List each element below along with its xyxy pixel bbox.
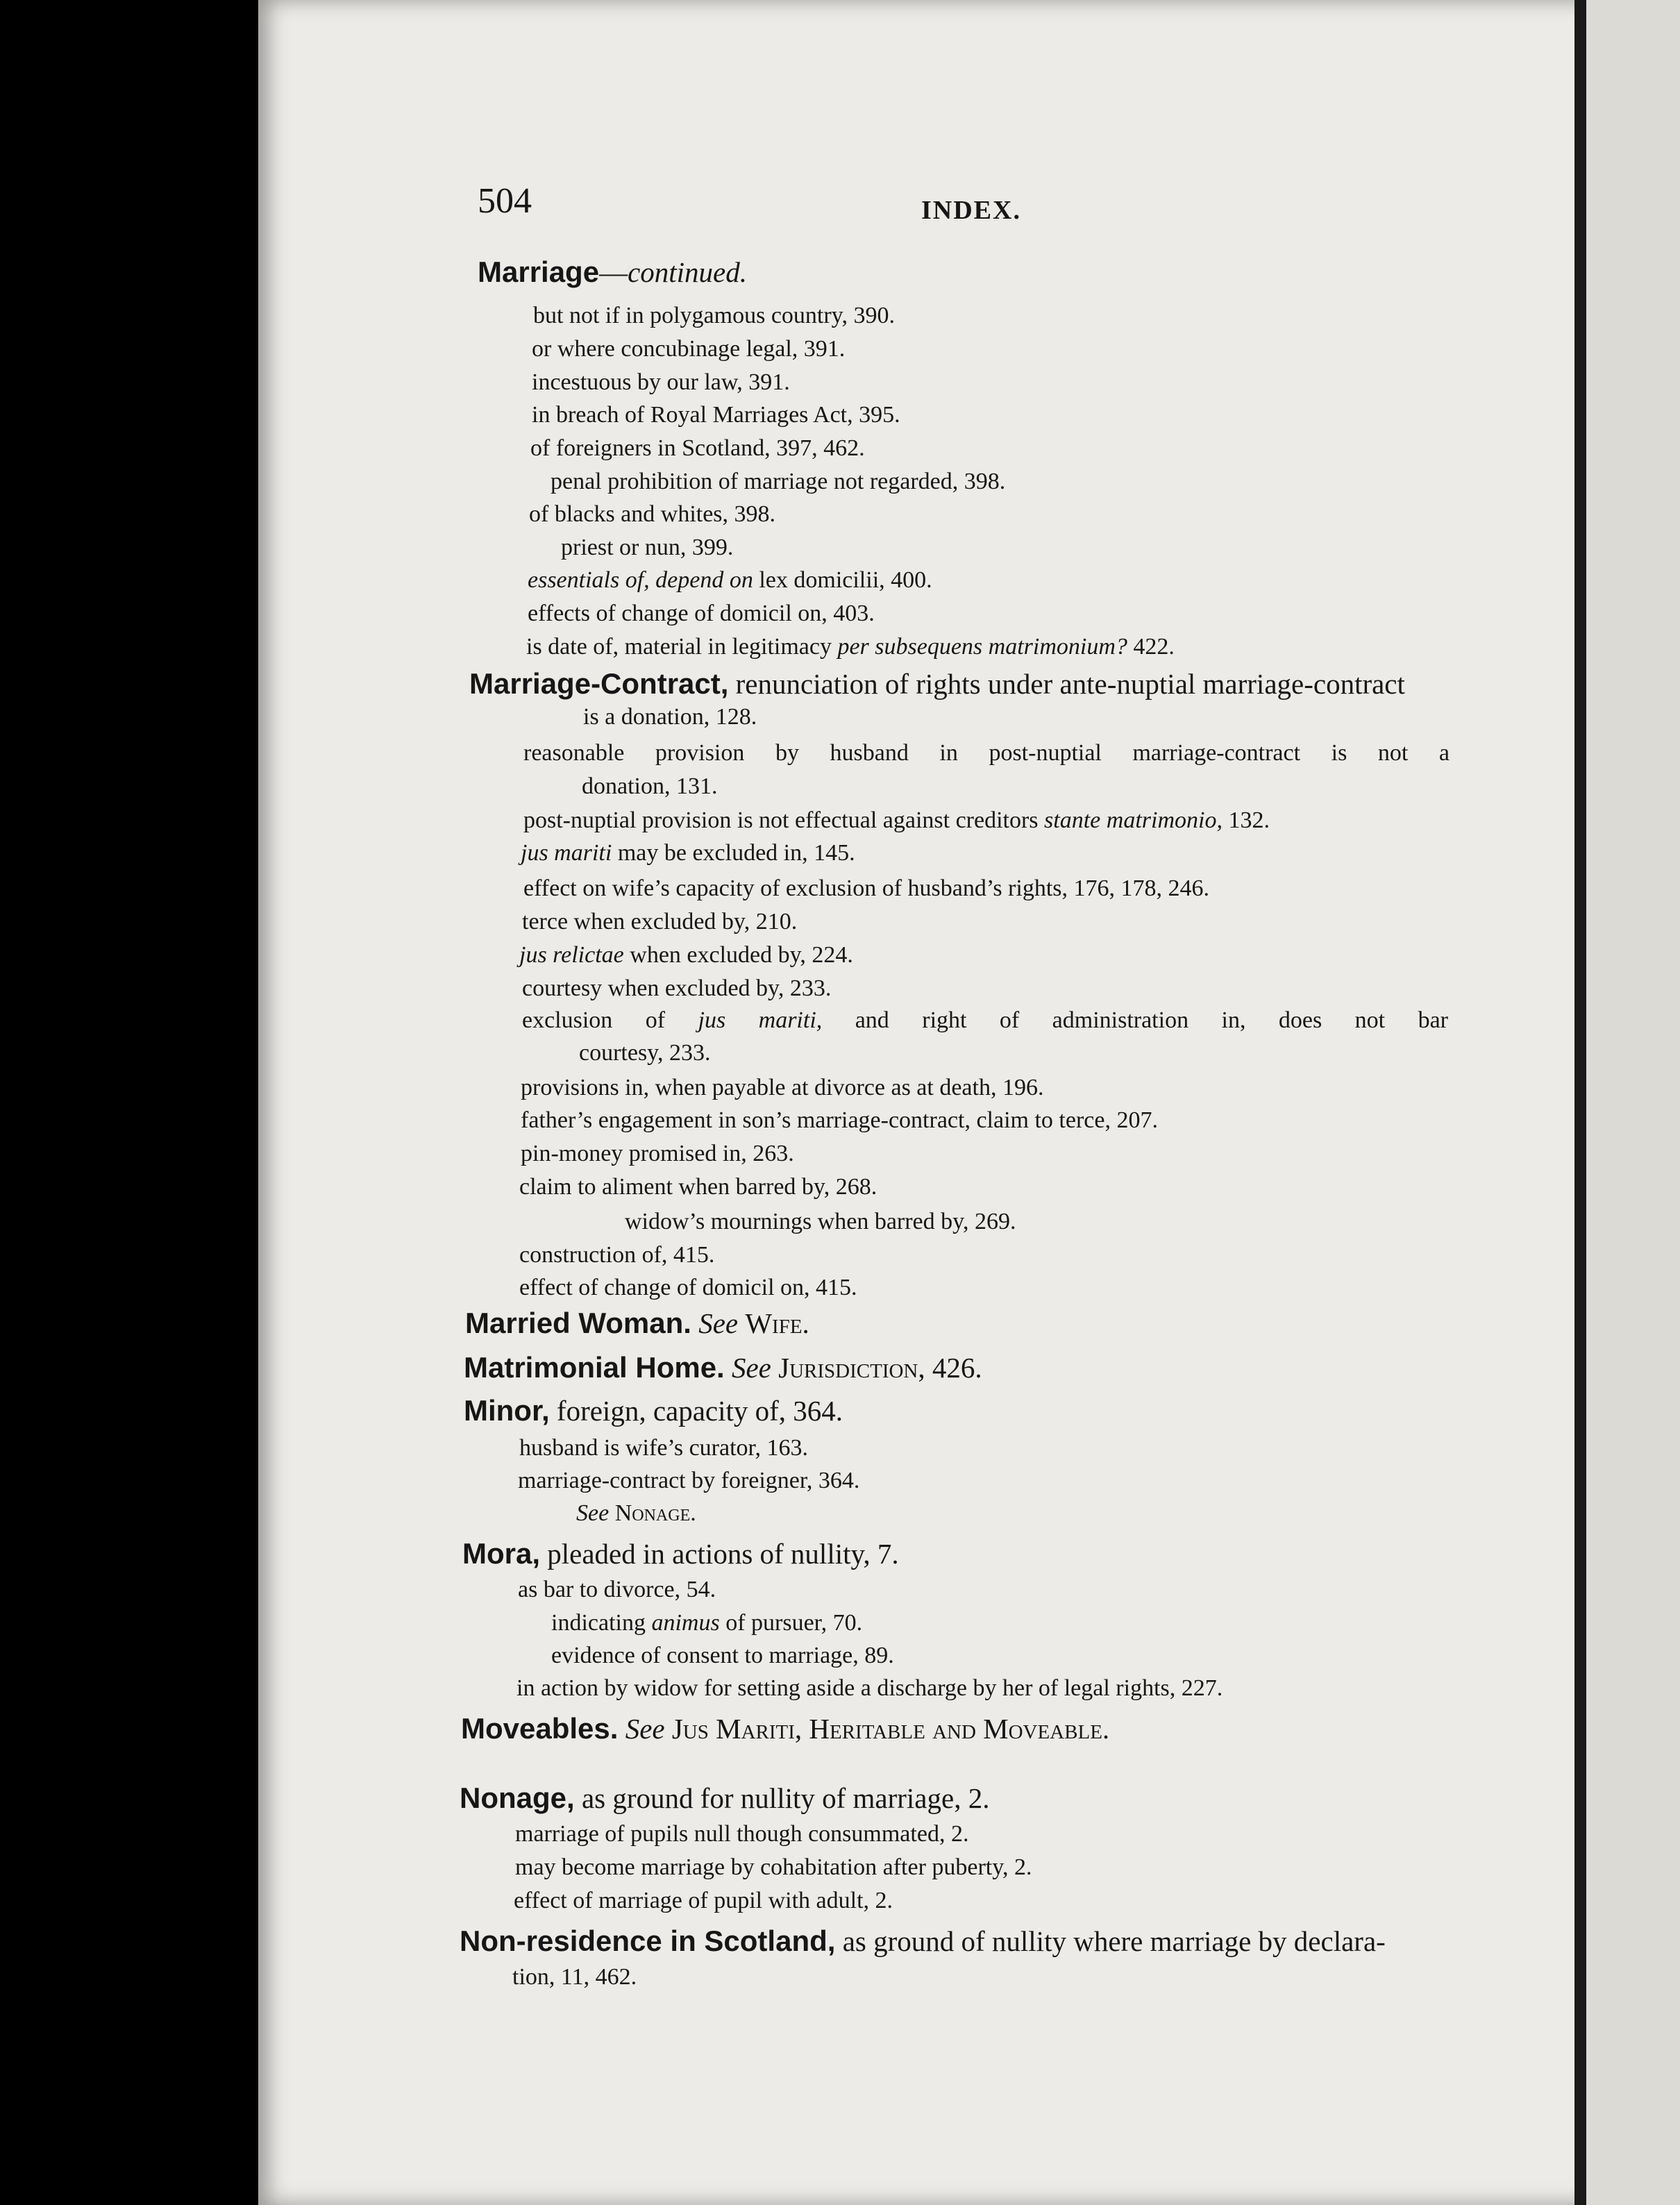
entry-text: in action by widow for setting aside a discharge by her of legal rights, 227. <box>516 1675 1223 1701</box>
cross-reference: Nonage. <box>614 1500 696 1526</box>
entry-text: of blacks and whites, 398. <box>529 501 776 527</box>
entry-text: reasonable provision by husband in post-nuptial marriage-contract is not a <box>523 740 1450 766</box>
entry-text: tion, 11, 462. <box>512 1964 637 1990</box>
index-subentry-line <box>516 1673 1223 1704</box>
entry-text <box>618 1713 625 1745</box>
index-headword: Marriage <box>478 255 600 288</box>
entry-text: lex domicilii, 400. <box>753 567 932 593</box>
entry-text: is a donation, 128. <box>583 704 757 730</box>
entry-text: of pursuer, 70. <box>719 1610 863 1636</box>
entry-text: as ground of nullity where marriage by declara- <box>835 1925 1386 1957</box>
entry-text <box>738 1307 745 1339</box>
entry-text <box>691 1307 698 1339</box>
index-headword: Minor, <box>464 1394 550 1427</box>
italic-text: jus mariti <box>521 840 612 866</box>
entry-text: effects of change of domicil on, 403. <box>528 601 875 626</box>
entry-text: and right of administration in, does not bar <box>822 1007 1448 1033</box>
entry-text: when excluded by, 224. <box>623 942 853 968</box>
entry-text: father’s engagement in son’s marriage-contract, claim to terce, 207. <box>521 1107 1158 1133</box>
entry-text: foreign, capacity of, 364. <box>549 1395 843 1427</box>
entry-text: terce when excluded by, 210. <box>522 909 798 934</box>
entry-text <box>665 1713 672 1745</box>
index-subentry-line <box>528 565 932 596</box>
entry-text <box>725 1352 732 1384</box>
index-headword: Marriage-Contract, <box>469 667 729 700</box>
index-subentry-line <box>530 433 865 464</box>
entry-text: 422. <box>1127 634 1175 660</box>
index-subentry-line <box>625 1207 1016 1237</box>
entry-text: claim to aliment when barred by, 268. <box>519 1174 877 1200</box>
index-subentry-line <box>533 301 895 331</box>
entry-text: of foreigners in Scotland, 397, 462. <box>530 435 865 461</box>
index-heading-line <box>469 669 1450 699</box>
entry-text: as ground for nullity of marriage, 2. <box>574 1782 990 1814</box>
index-subentry-line <box>583 702 757 732</box>
entry-text <box>771 1352 778 1384</box>
index-subentry-line <box>551 1608 862 1638</box>
entry-text: effect on wife’s capacity of exclusion of husband’s rights, 176, 178, 246. <box>523 875 1209 901</box>
index-subentry-line <box>522 907 797 937</box>
italic-text: See <box>731 1352 771 1384</box>
index-subentry-line <box>551 1641 894 1671</box>
cross-reference: Jus Mariti, Heritable and Moveable. <box>671 1713 1110 1745</box>
entry-text: renunciation of rights under ante-nuptial marriage-contract <box>728 668 1405 700</box>
index-subentry-line <box>576 1498 696 1529</box>
index-subentry-line <box>518 1575 716 1605</box>
italic-text: See <box>698 1307 739 1339</box>
index-subentry-line <box>561 533 733 563</box>
index-headword: Mora, <box>462 1537 541 1570</box>
entry-text: pin-money promised in, 263. <box>521 1141 794 1166</box>
index-heading-line <box>464 1395 843 1426</box>
entry-text: marriage-contract by foreigner, 364. <box>518 1468 860 1493</box>
index-headword: Matrimonial Home. <box>464 1351 725 1384</box>
italic-text: jus relictae <box>519 942 624 968</box>
index-subentry-line <box>523 873 1209 904</box>
index-subentry-line <box>515 1852 1032 1883</box>
index-headword: Married Woman. <box>465 1307 691 1339</box>
entry-text: evidence of consent to marriage, 89. <box>551 1643 894 1668</box>
index-subentry-line <box>522 973 831 1004</box>
index-subentry-line <box>519 1240 714 1271</box>
index-subentry-line <box>519 940 853 971</box>
entry-text: indicating <box>551 1610 652 1636</box>
entry-text <box>609 1500 615 1526</box>
index-subentry-line <box>579 1038 710 1068</box>
entry-text: , 426. <box>918 1352 982 1384</box>
page-number: 504 <box>478 181 532 221</box>
entry-text: donation, 131. <box>582 773 718 799</box>
entry-text: in breach of Royal Marriages Act, 395. <box>532 402 900 428</box>
entry-text: provisions in, when payable at divorce as at death, 196. <box>521 1075 1044 1100</box>
index-subentry-line <box>551 467 1005 497</box>
index-subentry-line <box>519 1433 808 1464</box>
italic-text: continued. <box>628 256 748 288</box>
index-subentry-line <box>512 1962 637 1993</box>
running-head: INDEX. <box>921 196 1021 225</box>
entry-text: or where concubinage legal, 391. <box>532 336 846 362</box>
index-subentry-line <box>515 1819 968 1850</box>
index-subentry-line <box>532 367 790 398</box>
entry-text: priest or nun, 399. <box>561 535 734 560</box>
italic-text: stante matrimonio, <box>1044 807 1223 833</box>
entry-text: effect of marriage of pupil with adult, 2. <box>514 1888 893 1913</box>
entry-text: 132. <box>1222 807 1270 833</box>
italic-text: per subsequens matrimonium? <box>837 634 1127 660</box>
italic-text: See <box>576 1500 610 1526</box>
index-subentry-line <box>528 598 875 629</box>
next-page-edge <box>1586 0 1680 2205</box>
index-subentry-line <box>518 1466 859 1496</box>
entry-text: post-nuptial provision is not effectual against creditors <box>523 807 1045 833</box>
index-subentry-line <box>521 1139 794 1169</box>
entry-text: but not if in polygamous country, 390. <box>533 303 895 328</box>
index-subentry-line <box>529 499 775 530</box>
entry-text: courtesy, 233. <box>579 1040 711 1066</box>
entry-text: courtesy when excluded by, 233. <box>522 975 832 1001</box>
index-subentry-line <box>519 1273 857 1303</box>
index-heading-line <box>461 1713 1109 1744</box>
entry-text: exclusion of <box>522 1007 698 1033</box>
index-subentry-line <box>519 1172 877 1202</box>
index-subentry-line <box>522 1005 1448 1036</box>
entry-text: is date of, material in legitimacy <box>526 634 838 660</box>
italic-text: essentials of, depend on <box>528 567 753 593</box>
index-heading-line <box>460 1926 1386 1956</box>
index-subentry-line <box>532 400 900 430</box>
index-headword: Moveables. <box>461 1712 619 1745</box>
index-headword: Nonage, <box>460 1781 575 1814</box>
entry-text: construction of, 415. <box>519 1242 715 1268</box>
index-subentry-line <box>523 738 1450 769</box>
index-heading-line <box>462 1539 899 1569</box>
entry-text: incestuous by our law, 391. <box>532 369 790 395</box>
index-subentry-line <box>521 1105 1158 1136</box>
index-headword: Non-residence in Scotland, <box>460 1925 836 1957</box>
entry-text: as bar to divorce, 54. <box>518 1577 716 1602</box>
index-heading-line <box>460 1783 989 1813</box>
entry-text: may be excluded in, 145. <box>612 840 855 866</box>
cross-reference: Jurisdiction <box>778 1352 918 1384</box>
index-heading-line <box>478 257 747 287</box>
index-heading-line <box>464 1352 982 1383</box>
italic-text: jus mariti, <box>698 1007 823 1033</box>
entry-text: marriage of pupils null though consummated, 2. <box>515 1821 969 1847</box>
entry-text: may become marriage by cohabitation after puberty, 2. <box>515 1854 1032 1880</box>
index-subentry-line <box>521 838 855 869</box>
entry-text: pleaded in actions of nullity, 7. <box>540 1538 899 1570</box>
cross-reference: Wife. <box>745 1307 809 1339</box>
italic-text: animus <box>651 1610 720 1636</box>
entry-text: — <box>599 256 628 288</box>
index-subentry-line <box>532 334 845 364</box>
index-heading-line <box>465 1308 809 1339</box>
index-subentry-line <box>526 632 1175 662</box>
index-subentry-line <box>582 771 717 802</box>
index-subentry-line <box>514 1886 893 1916</box>
entry-text: effect of change of domicil on, 415. <box>519 1275 857 1300</box>
entry-text: husband is wife’s curator, 163. <box>519 1435 809 1461</box>
italic-text: See <box>625 1713 665 1745</box>
index-subentry-line <box>523 805 1270 836</box>
entry-text: widow’s mournings when barred by, 269. <box>625 1209 1016 1234</box>
index-subentry-line <box>521 1073 1043 1103</box>
entry-text: penal prohibition of marriage not regarded, 398. <box>551 469 1006 494</box>
